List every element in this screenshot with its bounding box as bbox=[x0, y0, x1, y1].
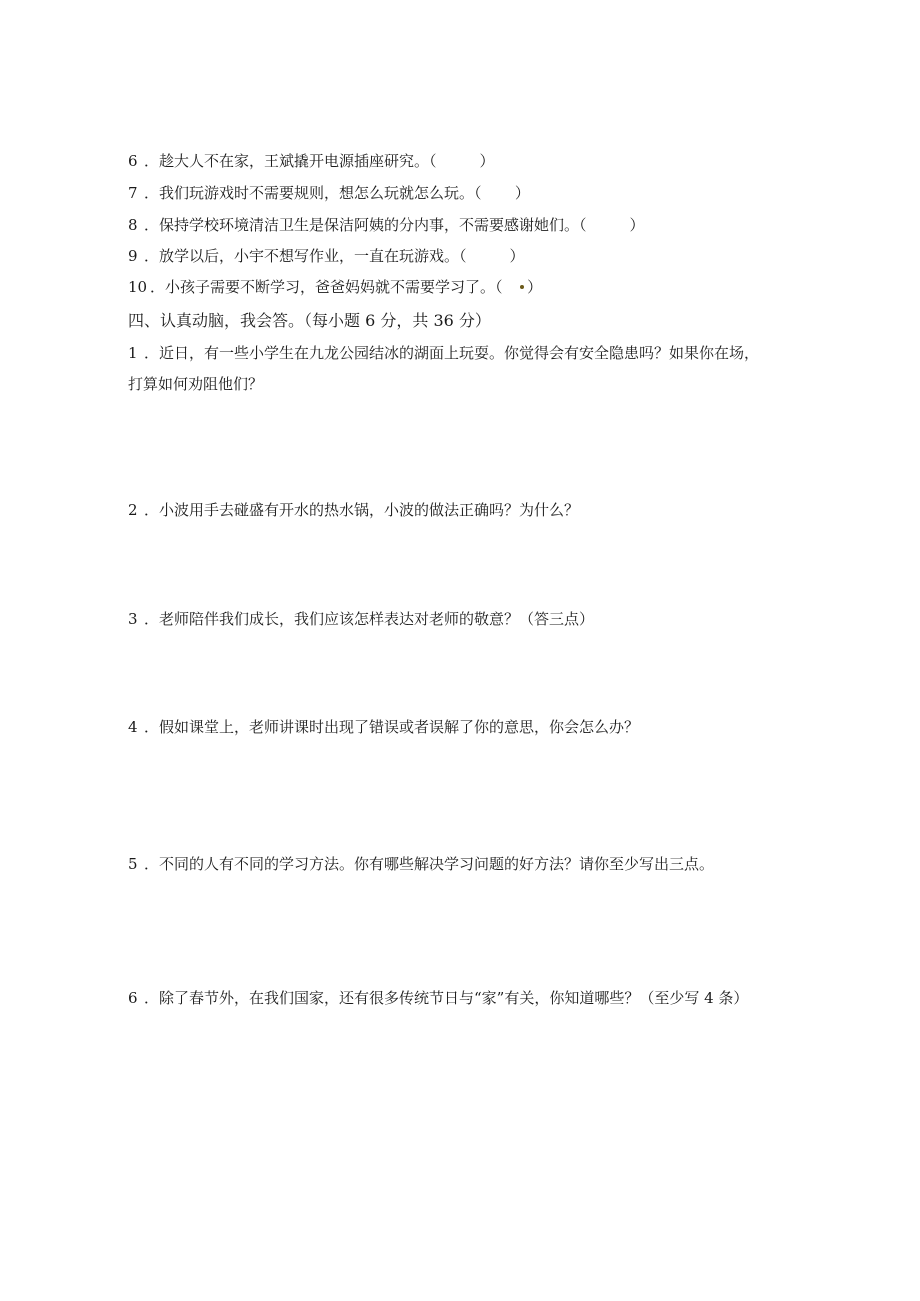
question-text: ．假如课堂上，老师讲课时出现了错误或者误解了你的意思，你会怎么办？ bbox=[144, 718, 640, 736]
question-number: 6 bbox=[128, 989, 138, 1007]
ink-dot-mark bbox=[520, 285, 524, 289]
item-text: ．趁大人不在家，王斌撬开电源插座研究。（ bbox=[144, 152, 437, 170]
question-number: 4 bbox=[128, 718, 138, 736]
judgement-item-6 bbox=[128, 151, 494, 171]
item-text: ．保持学校环境清洁卫生是保洁阿姨的分内事，不需要感谢她们。（ bbox=[144, 216, 587, 234]
close-paren: ） bbox=[479, 152, 495, 170]
item-number: 8 bbox=[128, 216, 138, 234]
question-1-continued: 打算如何劝阻他们？ bbox=[128, 375, 264, 393]
question-text: ．近日，有一些小学生在九龙公园结冰的湖面上玩耍。你觉得会有安全隐患吗？如果你在场， bbox=[144, 344, 760, 362]
item-text: ．我们玩游戏时不需要规则，想怎么玩就怎么玩。（ bbox=[144, 184, 482, 202]
question-number: 2 bbox=[128, 501, 138, 519]
question-5 bbox=[128, 854, 714, 874]
section-four-title: 四、认真动脑，我会答。（每小题 6 分，共 36 分） bbox=[128, 311, 491, 330]
item-number: 10 bbox=[128, 278, 148, 296]
question-1 bbox=[128, 343, 759, 363]
close-paren: ） bbox=[514, 184, 530, 202]
answer-blank[interactable] bbox=[437, 151, 480, 171]
question-text: ．除了春节外，在我们国家，还有很多传统节日与“家”有关，你知道哪些？（至少写 4 条） bbox=[144, 989, 749, 1007]
item-number: 9 bbox=[128, 247, 138, 265]
answer-blank[interactable] bbox=[503, 277, 513, 297]
close-paren: ） bbox=[509, 247, 525, 265]
answer-blank[interactable] bbox=[482, 183, 515, 203]
question-4 bbox=[128, 717, 639, 737]
question-text: ．老师陪伴我们成长，我们应该怎样表达对老师的敬意？（答三点） bbox=[144, 610, 595, 628]
judgement-item-10 bbox=[128, 277, 542, 297]
question-6 bbox=[128, 988, 748, 1008]
question-text: ．不同的人有不同的学习方法。你有哪些解决学习问题的好方法？请你至少写出三点。 bbox=[144, 855, 715, 873]
item-text: ．放学以后，小宇不想写作业，一直在玩游戏。（ bbox=[144, 247, 467, 265]
close-paren: ） bbox=[629, 216, 645, 234]
item-number: 7 bbox=[128, 184, 138, 202]
item-number: 6 bbox=[128, 152, 138, 170]
question-number: 3 bbox=[128, 610, 138, 628]
judgement-item-7 bbox=[128, 183, 530, 203]
question-number: 1 bbox=[128, 344, 138, 362]
question-text: ．小波用手去碰盛有开水的热水锅，小波的做法正确吗？为什么？ bbox=[144, 501, 580, 519]
judgement-item-8 bbox=[128, 215, 644, 235]
question-number: 5 bbox=[128, 855, 138, 873]
item-text: ．小孩子需要不断学习，爸爸妈妈就不需要学习了。（ bbox=[150, 278, 503, 296]
judgement-item-9 bbox=[128, 246, 524, 266]
answer-blank[interactable] bbox=[587, 215, 630, 235]
answer-blank[interactable] bbox=[467, 246, 510, 266]
question-2 bbox=[128, 500, 579, 520]
close-paren: ） bbox=[527, 278, 543, 296]
question-3 bbox=[128, 609, 594, 629]
